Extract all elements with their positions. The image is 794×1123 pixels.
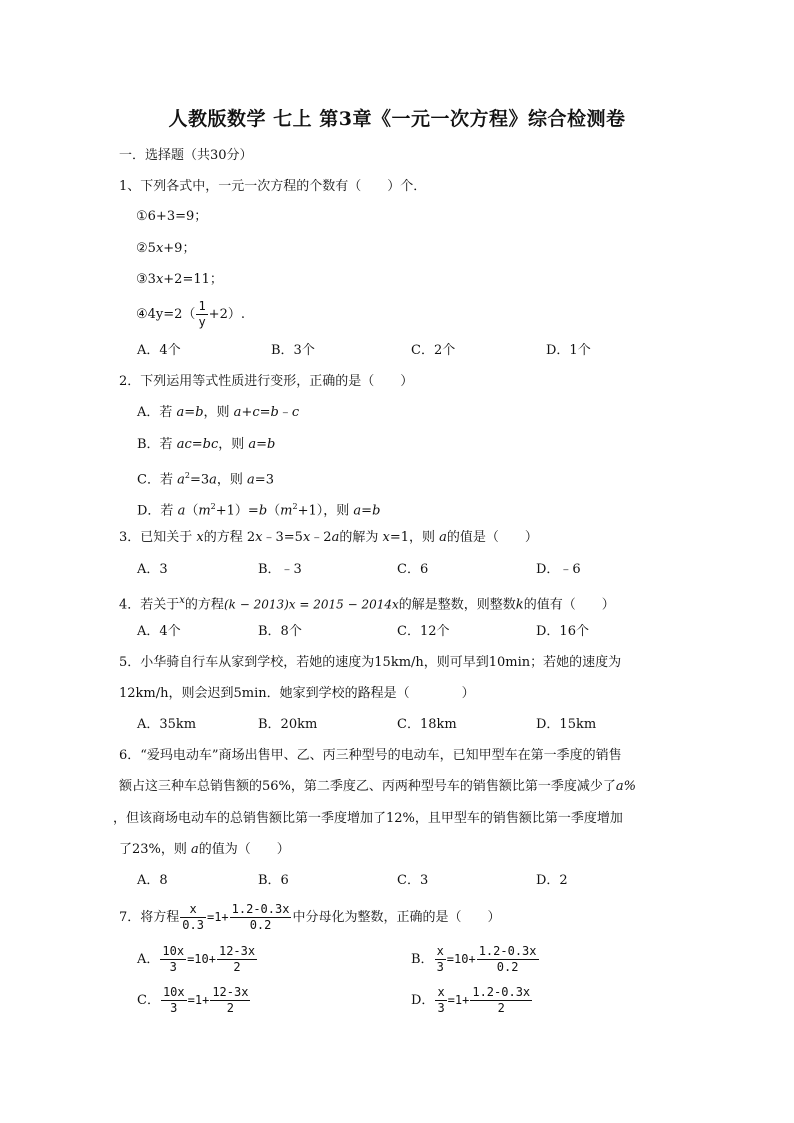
- text: ﹣2: [310, 530, 332, 545]
- question-1-item-4: [136, 299, 245, 330]
- text: 4．若关于: [119, 597, 180, 613]
- text: A．若: [137, 405, 177, 420]
- question-5-option-b: B．20km: [258, 717, 318, 732]
- question-4-option-a: A．4个: [137, 624, 181, 639]
- question-5-option-a: A．35km: [137, 717, 197, 732]
- question-1-option-b: B．3个: [271, 343, 315, 358]
- question-6-option-d: D．2: [536, 873, 568, 888]
- text: 的值有（ ）: [523, 597, 615, 613]
- question-5-line-1: 5．小华骑自行车从家到学校，若她的速度为15km/h，则可早到10min；若她的速度为: [119, 655, 622, 670]
- question-6-line-4: [119, 841, 290, 859]
- question-7-option-d: [411, 985, 533, 1016]
- var: k: [515, 597, 524, 613]
- question-7-option-b: [411, 944, 540, 975]
- text: ，则: [218, 437, 249, 452]
- exponent: 2: [210, 502, 216, 511]
- var: b: [372, 503, 381, 519]
- text: =: [259, 405, 271, 420]
- denominator: 3: [169, 960, 177, 974]
- question-1-item-2: [136, 240, 195, 258]
- text: ﹣: [278, 405, 292, 420]
- text: +9；: [163, 241, 196, 256]
- text: 7．将方程: [119, 910, 180, 925]
- question-3-stem: [119, 529, 538, 547]
- text: +2=11；: [163, 272, 223, 287]
- text: ③3: [136, 272, 156, 287]
- text: 的解为: [339, 530, 383, 545]
- numerator: x: [436, 944, 444, 958]
- var: a: [353, 503, 362, 519]
- denominator: 3: [437, 1001, 445, 1015]
- numerator: 12-3x: [212, 985, 249, 999]
- numerator: 1.2-0.3x: [472, 985, 531, 999]
- text: =: [191, 437, 203, 452]
- text: ④4y=2（: [136, 307, 196, 322]
- denominator: 3: [170, 1001, 178, 1015]
- text: D．若: [137, 503, 178, 519]
- fraction: [217, 944, 257, 975]
- text: 了23%，则: [119, 842, 192, 857]
- text: +: [241, 405, 253, 420]
- question-2-option-c: [137, 467, 274, 489]
- text: C．: [137, 993, 160, 1008]
- question-3-option-d: D．﹣6: [536, 562, 581, 577]
- var: x: [255, 530, 263, 545]
- question-5-option-c: C．18km: [397, 717, 457, 732]
- text: =: [256, 437, 268, 452]
- question-1-option-c: C．2个: [411, 343, 456, 358]
- text: 的值是（ ）: [446, 530, 538, 545]
- text: =10+: [187, 952, 216, 966]
- text: +1）=: [215, 503, 259, 519]
- fraction: [477, 944, 539, 975]
- var: a: [177, 503, 186, 519]
- var: a: [209, 472, 217, 488]
- question-7-stem: [119, 902, 500, 933]
- var: a: [233, 405, 242, 420]
- question-4-option-d: D．16个: [536, 624, 589, 639]
- text: D．: [411, 993, 435, 1008]
- var: b: [258, 503, 268, 519]
- var: x: [302, 530, 311, 545]
- var: a: [177, 472, 185, 488]
- text: （: [185, 503, 199, 519]
- var: a: [331, 530, 340, 545]
- var: b: [267, 437, 276, 452]
- var: x: [382, 530, 390, 545]
- text: =1+: [187, 993, 210, 1007]
- numerator: 1.2-0.3x: [231, 902, 290, 916]
- numerator: 12-3x: [218, 944, 256, 958]
- text: =3: [189, 472, 210, 488]
- question-3-option-a: A．3: [137, 562, 168, 577]
- question-6-option-a: A．8: [137, 873, 168, 888]
- question-1-stem: 1、下列各式中，一元一次方程的个数有（ ）个．: [119, 179, 427, 194]
- text: =1+: [447, 993, 470, 1007]
- question-4-stem: [119, 592, 615, 614]
- fraction: [470, 985, 532, 1016]
- text: 的方程: [184, 597, 224, 613]
- question-6-line-1: 6．“爱玛电动车”商场出售甲、乙、丙三种型号的电动车，已知甲型车在第一季度的销售: [119, 748, 622, 763]
- text: （: [267, 503, 281, 519]
- var: a: [191, 842, 199, 857]
- var: x: [179, 595, 185, 606]
- question-6-option-b: B．6: [258, 873, 289, 888]
- question-3-option-b: B．﹣3: [258, 562, 302, 577]
- denominator: 2: [233, 960, 241, 974]
- section-heading: 一．选择题（共30分）: [119, 148, 253, 163]
- text: 3．已知关于: [119, 530, 197, 545]
- question-5-line-2: 12km/h，则会迟到5min．她家到学校的路程是（ ）: [119, 686, 475, 701]
- text: =: [361, 503, 373, 519]
- fraction: [161, 985, 187, 1016]
- denominator: y: [198, 315, 206, 329]
- var: a: [248, 437, 257, 452]
- question-2-option-a: [137, 404, 299, 422]
- var: a: [247, 472, 255, 488]
- text: 的方程 2: [203, 530, 256, 545]
- question-3-option-c: C．6: [397, 562, 429, 577]
- question-6-line-2: [119, 778, 636, 796]
- question-4-option-b: B．8个: [258, 624, 302, 639]
- question-6-option-c: C．3: [397, 873, 429, 888]
- question-7-option-c: [137, 985, 251, 1016]
- text: ，则: [216, 472, 248, 488]
- question-2-stem: 2．下列运用等式性质进行变形，正确的是（ ）: [119, 374, 414, 389]
- var: a: [439, 530, 447, 545]
- numerator: x: [180, 902, 206, 918]
- fraction: [160, 944, 186, 975]
- var: c: [252, 405, 260, 420]
- question-2-option-d: [137, 498, 380, 520]
- denominator: 0.3: [182, 918, 204, 932]
- text: B．: [411, 952, 434, 967]
- equation: (k − 2013)x = 2015 − 2014x: [223, 597, 399, 612]
- question-1-item-3: [136, 271, 223, 289]
- text: +2）.: [208, 307, 245, 322]
- text: C．若: [137, 472, 178, 488]
- var: m: [280, 503, 293, 519]
- denominator: 2: [497, 1001, 505, 1015]
- fraction: [435, 944, 446, 975]
- var: ac: [176, 437, 192, 452]
- question-7-option-a: [137, 944, 258, 975]
- text: ﹣3=5: [262, 530, 303, 545]
- numerator: x: [437, 985, 445, 999]
- text: 中分母化为整数，正确的是（ ）: [292, 910, 501, 925]
- denominator: 0.2: [249, 918, 272, 932]
- text: ，则: [203, 405, 234, 420]
- var: a%: [615, 779, 637, 794]
- fraction: [435, 985, 446, 1016]
- fraction: [210, 985, 250, 1016]
- denominator: 2: [226, 1001, 234, 1015]
- numerator: 10x: [162, 985, 185, 999]
- var: x: [155, 241, 164, 256]
- fraction: [230, 902, 292, 933]
- text: =3: [254, 472, 274, 488]
- text: B．若: [137, 437, 177, 452]
- text: =1，则: [389, 530, 440, 545]
- var: a: [176, 405, 185, 420]
- question-6-line-3: ，但该商场电动车的总销售额比第一季度增加了12%，且甲型车的销售额比第一季度增加: [113, 811, 623, 826]
- text: ②5: [136, 241, 156, 256]
- question-1-item-1: ①6+3=9；: [136, 209, 208, 224]
- var: b: [270, 405, 279, 420]
- var: x: [196, 530, 204, 545]
- text: 额占这三种车总销售额的56%，第二季度乙、丙两种型号车的销售额比第一季度减少了: [119, 779, 616, 794]
- text: 的解是整数，则整数: [398, 597, 516, 613]
- text: =1+: [206, 910, 229, 924]
- denominator: 0.2: [496, 960, 519, 974]
- question-5-option-d: D．15km: [536, 717, 597, 732]
- question-1-option-a: A．4个: [137, 343, 181, 358]
- text: =: [184, 405, 196, 420]
- fraction: [180, 902, 206, 933]
- question-2-option-b: [137, 436, 275, 454]
- numerator: 10x: [162, 944, 185, 958]
- var: bc: [202, 437, 219, 452]
- numerator: 1.2-0.3x: [478, 944, 537, 958]
- exponent: 2: [292, 502, 298, 511]
- question-4-option-c: C．12个: [397, 624, 450, 639]
- text: 的值为（ ）: [198, 842, 290, 857]
- var: m: [198, 503, 211, 519]
- page-title: 人教版数学 七上 第3章《一元一次方程》综合检测卷: [168, 108, 626, 130]
- var: b: [195, 405, 204, 420]
- text: A．: [137, 952, 160, 967]
- exponent: 2: [184, 471, 190, 480]
- var: x: [155, 272, 164, 287]
- text: =10+: [446, 952, 476, 966]
- denominator: 3: [436, 960, 444, 974]
- var: c: [291, 405, 300, 420]
- text: +1），则: [297, 503, 354, 519]
- fraction: [196, 299, 207, 330]
- question-1-option-d: D．1个: [546, 343, 591, 358]
- numerator: 1: [198, 299, 206, 313]
